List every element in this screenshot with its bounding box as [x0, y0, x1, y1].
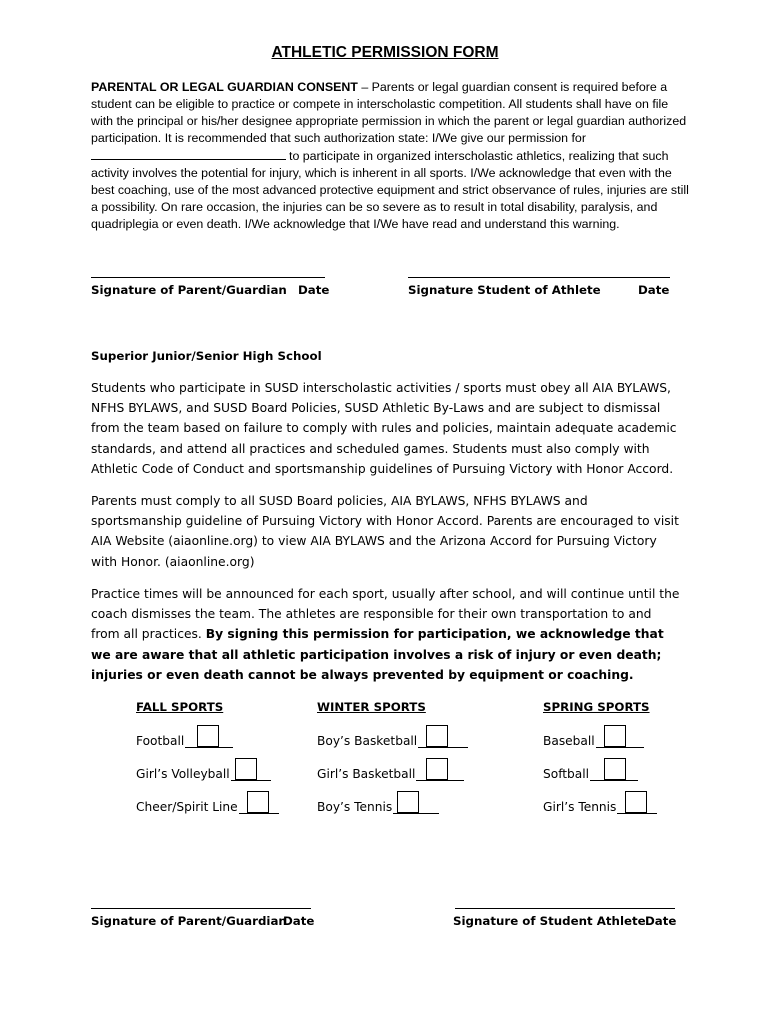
sport-label: Softball [543, 767, 590, 781]
paragraph-parents: Parents must comply to all SUSD Board policies, AIA BYLAWS, NFHS BYLAWS and sportsmanship guideline of Pursuing Victory with Honor Accord. Parents are encouraged to visit AIA Website (aiaonline.org) to view AIA BYLAWS and the Arizona Accord for Pursuing Victory with Honor. (aiaonline.org) [91, 494, 679, 569]
boys-tennis-checkbox[interactable] [397, 791, 419, 813]
student-date-label-top: Date [638, 283, 670, 297]
sport-label: Football [136, 734, 185, 748]
winter-sports-heading: WINTER SPORTS [317, 700, 426, 714]
student-signature-line-top[interactable] [408, 277, 670, 278]
fall-sports-heading: FALL SPORTS [136, 700, 224, 714]
sport-option-girls-volleyball [136, 755, 271, 781]
student-name-blank[interactable] [91, 147, 286, 160]
consent-lead: PARENTAL OR LEGAL GUARDIAN CONSENT [91, 80, 358, 94]
paragraph-practice [91, 584, 681, 685]
parent-signature-line-top[interactable] [91, 277, 325, 278]
girls-tennis-checkbox[interactable] [625, 791, 647, 813]
consent-text-1: – Parents or legal guardian consent is required before a student can be eligible to practice or compete in interscholastic competition. All students shall have on file with the principal or his/her designee appropriate permission in which the parent or legal guardian authorized participation. It is recommended that such authorization state: I/We give our permission for [91, 80, 687, 145]
sport-option-girls-tennis [543, 788, 657, 814]
parent-date-label-bottom: Date [283, 914, 315, 928]
baseball-checkbox[interactable] [604, 725, 626, 747]
football-checkbox[interactable] [197, 725, 219, 747]
sport-option-boys-basketball [317, 722, 468, 748]
student-signature-label-bottom: Signature of Student Athlete [453, 914, 646, 928]
parent-date-label-top: Date [298, 283, 330, 297]
sport-label: Girl’s Volleyball [136, 767, 230, 781]
sport-option-baseball [543, 722, 644, 748]
student-signature-line-bottom[interactable] [455, 908, 675, 909]
sport-option-football [136, 722, 233, 748]
student-date-label-bottom: Date [645, 914, 677, 928]
form-title: ATHLETIC PERMISSION FORM [271, 44, 499, 61]
consent-paragraph [91, 79, 691, 233]
school-name: Superior Junior/Senior High School [91, 349, 322, 363]
spring-sports-heading: SPRING SPORTS [543, 700, 650, 714]
softball-checkbox[interactable] [604, 758, 626, 780]
girls-volleyball-checkbox[interactable] [235, 758, 257, 780]
consent-text-2: to participate in organized interscholastic athletics, realizing that such activity involves the potential for injury, which is inherent in all sports. I/We acknowledge that even with the best coaching, use of the most advanced protective equipment and strict observance of rules, injuries are still a possibility. On rare occasion, the injuries can be so severe as to result in total disability, paralysis, and quadriplegia or even death. I/We acknowledge that I/We have read and understand this warning. [91, 149, 689, 231]
acknowledgement-text: By signing this permission for participation, we acknowledge that we are aware that all athletic participation involves a risk of injury or even death; injuries or even death cannot be always prevented by equipment or coaching. [91, 627, 664, 682]
sport-option-girls-basketball [317, 755, 464, 781]
sport-option-boys-tennis [317, 788, 439, 814]
practice-text: Practice times will be announced for each sport, usually after school, and will continue until the coach dismisses the team. The athletes are responsible for their own transportation to and from all practices. [91, 587, 680, 642]
girls-basketball-checkbox[interactable] [426, 758, 448, 780]
sport-label: Cheer/Spirit Line [136, 800, 238, 814]
parent-signature-line-bottom[interactable] [91, 908, 311, 909]
sport-label: Baseball [543, 734, 595, 748]
sport-option-softball [543, 755, 638, 781]
boys-basketball-checkbox[interactable] [426, 725, 448, 747]
sport-label: Boy’s Tennis [317, 800, 393, 814]
cheer-spirit-line-checkbox[interactable] [247, 791, 269, 813]
sport-label: Boy’s Basketball [317, 734, 418, 748]
sport-option-cheer-spirit-line [136, 788, 279, 814]
parent-signature-label-top: Signature of Parent/Guardian [91, 283, 287, 297]
sport-label: Girl’s Basketball [317, 767, 416, 781]
sport-label: Girl’s Tennis [543, 800, 617, 814]
student-signature-label-top: Signature Student of Athlete [408, 283, 601, 297]
paragraph-rules: Students who participate in SUSD interscholastic activities / sports must obey all AIA BYLAWS, NFHS BYLAWS, and SUSD Board Policies, SUSD Athletic By-Laws and are subject to dismissal from the team based on failure to comply with rules and policies, maintain adequate academic standards, and attend all practices and scheduled games. Students must also comply with Athletic Code of Conduct and sportsmanship guidelines of Pursuing Victory with Honor Accord. [91, 381, 677, 476]
parent-signature-label-bottom: Signature of Parent/Guardian [91, 914, 287, 928]
